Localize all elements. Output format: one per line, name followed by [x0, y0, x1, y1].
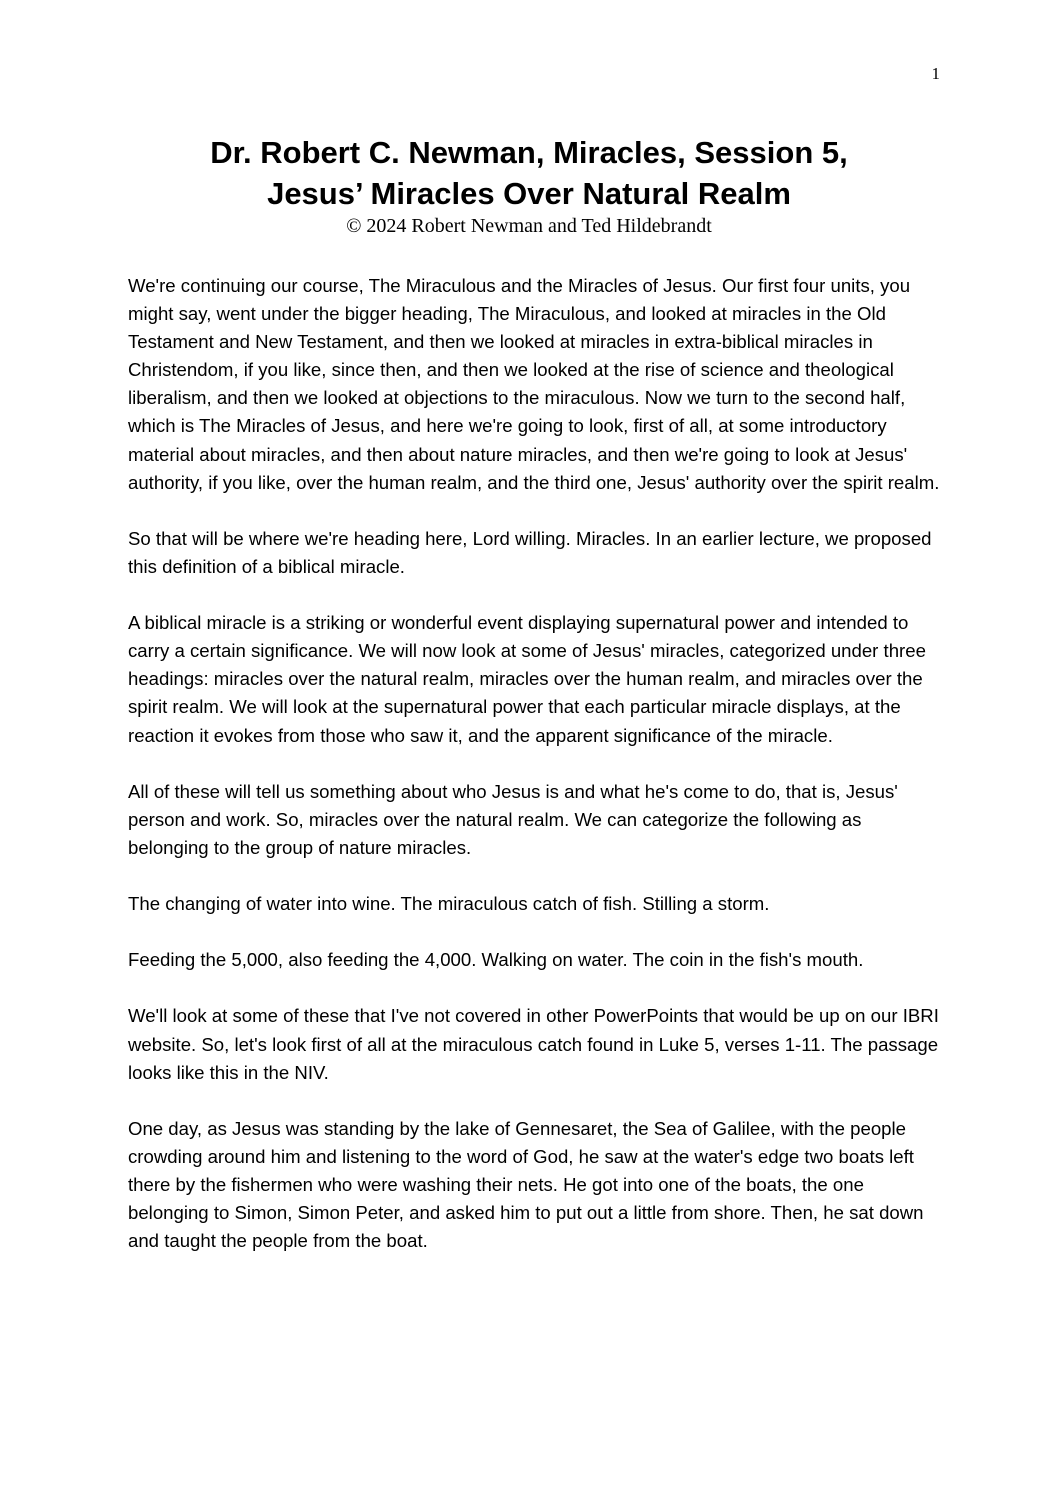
- paragraph-4: All of these will tell us something about who Jesus is and what he's come to do, that is, Jesus' person and work. So, miracles over the natural realm. We can categorize the following as belonging to the group of nature miracles.: [128, 780, 898, 858]
- paragraph-5: The changing of water into wine. The miraculous catch of fish. Stilling a storm.: [128, 893, 770, 915]
- document-body: [128, 272, 940, 1283]
- page-number: 1: [931, 64, 940, 83]
- paragraph-8: One day, as Jesus was standing by the lake of Gennesaret, the Sea of Galilee, with the people crowding around him and listening to the word of God, he saw at the water's edge two boats left there by the fishermen who were washing their nets. He got into one of the boats, the one belonging to Simon, Simon Peter, and asked him to put out a little from shore. Then, he sat down and taught the people from the boat.: [128, 1117, 924, 1252]
- document-title: [100, 132, 958, 214]
- paragraph-1: We're continuing our course, The Miraculous and the Miracles of Jesus. Our first four units, you might say, went under the bigger heading, The Miraculous, and looked at miracles in the Old Testament and New Testament, and then we looked at miracles in extra-biblical miracles in Christendom, if you like, since then, and then we looked at the rise of science and theological liberalism, and then we looked at objections to the miraculous. Now we turn to the second half, which is The Miracles of Jesus, and here we're going to look, first of all, at some introductory material about miracles, and then about nature miracles, and then we're going to look at Jesus' authority, if you like, over the human realm, and the third one, Jesus' authority over the spirit realm.: [128, 275, 940, 493]
- paragraph-6: Feeding the 5,000, also feeding the 4,000. Walking on water. The coin in the fish's mouth.: [128, 949, 864, 971]
- title-line-2: Jesus’ Miracles Over Natural Realm: [267, 176, 791, 211]
- paragraph-2: So that will be where we're heading here, Lord willing. Miracles. In an earlier lecture, we proposed this definition of a biblical miracle.: [128, 527, 932, 577]
- paragraph-3: A biblical miracle is a striking or wonderful event displaying supernatural power and intended to carry a certain significance. We will now look at some of Jesus' miracles, categorized under three headings: miracles over the natural realm, miracles over the human realm, and miracles over the spirit realm. We will look at the supernatural power that each particular miracle displays, at the reaction it evokes from those who saw it, and the apparent significance of the miracle.: [128, 612, 926, 746]
- copyright-notice: © 2024 Robert Newman and Ted Hildebrandt: [346, 215, 712, 237]
- document-header: [100, 132, 958, 238]
- paragraph-7: We'll look at some of these that I've not covered in other PowerPoints that would be up on our IBRI website. So, let's look first of all at the miraculous catch found in Luke 5, verses 1-11. The passage looks like this in the NIV.: [128, 1005, 939, 1083]
- title-line-1: Dr. Robert C. Newman, Miracles, Session 5,: [210, 135, 848, 170]
